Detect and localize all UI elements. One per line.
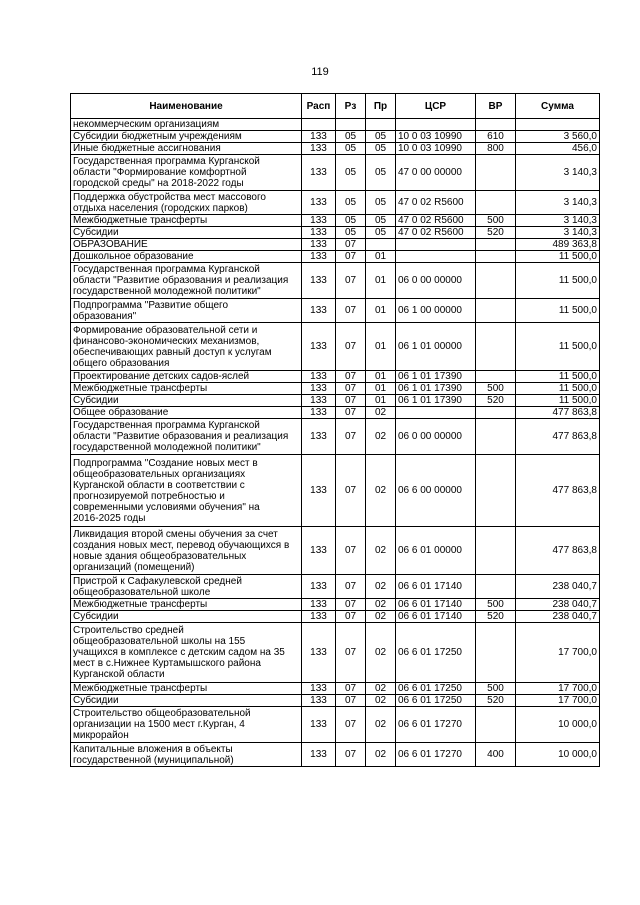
row-name: Строительство средней общеобразовательной школы на 155 учащихся в комплексе с детским садом на 35 мест в с.Нижнее Куртамышского района Курганской области <box>71 623 302 683</box>
row-sum: 238 040,7 <box>516 599 600 611</box>
row-name: Межбюджетные трансферты <box>71 215 302 227</box>
row-rasp: 133 <box>302 215 336 227</box>
row-csr: 06 6 01 17140 <box>396 575 476 599</box>
row-pr: 01 <box>366 323 396 371</box>
row-csr: 06 1 01 17390 <box>396 395 476 407</box>
row-vr <box>476 239 516 251</box>
row-name: Капитальные вложения в объекты государственной (муниципальной) <box>71 743 302 767</box>
row-rasp <box>302 119 336 131</box>
row-vr: 610 <box>476 131 516 143</box>
row-rasp: 133 <box>302 575 336 599</box>
table-row <box>71 215 600 227</box>
row-sum: 477 863,8 <box>516 455 600 527</box>
table-row <box>71 575 600 599</box>
row-pr: 02 <box>366 623 396 683</box>
row-rasp: 133 <box>302 695 336 707</box>
row-vr: 520 <box>476 395 516 407</box>
row-name: Межбюджетные трансферты <box>71 599 302 611</box>
row-rz: 07 <box>336 299 366 323</box>
header-sum: Сумма <box>516 94 600 119</box>
row-vr <box>476 419 516 455</box>
table-row <box>71 743 600 767</box>
row-pr: 02 <box>366 455 396 527</box>
row-rz: 07 <box>336 455 366 527</box>
row-sum: 477 863,8 <box>516 407 600 419</box>
row-csr: 06 6 01 17140 <box>396 611 476 623</box>
table-row <box>71 131 600 143</box>
row-rz: 05 <box>336 227 366 239</box>
row-csr <box>396 119 476 131</box>
table-row <box>71 683 600 695</box>
row-rz: 07 <box>336 395 366 407</box>
header-vr: ВР <box>476 94 516 119</box>
page-number: 119 <box>311 66 329 78</box>
row-sum: 11 500,0 <box>516 395 600 407</box>
row-csr: 06 6 01 17270 <box>396 707 476 743</box>
header-csr: ЦСР <box>396 94 476 119</box>
row-rasp: 133 <box>302 455 336 527</box>
row-name: ОБРАЗОВАНИЕ <box>71 239 302 251</box>
row-vr: 500 <box>476 599 516 611</box>
row-rz: 05 <box>336 155 366 191</box>
row-rasp: 133 <box>302 707 336 743</box>
row-rz: 07 <box>336 695 366 707</box>
row-name: Субсидии <box>71 227 302 239</box>
row-rasp: 133 <box>302 239 336 251</box>
row-rasp: 133 <box>302 407 336 419</box>
row-name: Субсидии <box>71 695 302 707</box>
table-row <box>71 143 600 155</box>
row-csr <box>396 251 476 263</box>
row-rz: 07 <box>336 527 366 575</box>
row-sum: 10 000,0 <box>516 707 600 743</box>
header-pr: Пр <box>366 94 396 119</box>
row-name: Иные бюджетные ассигнования <box>71 143 302 155</box>
row-sum: 3 560,0 <box>516 131 600 143</box>
row-csr: 06 6 01 17250 <box>396 695 476 707</box>
row-rz: 05 <box>336 191 366 215</box>
row-pr: 05 <box>366 155 396 191</box>
row-sum: 238 040,7 <box>516 575 600 599</box>
header-name: Наименование <box>71 94 302 119</box>
row-sum: 238 040,7 <box>516 611 600 623</box>
row-vr <box>476 299 516 323</box>
row-sum: 10 000,0 <box>516 743 600 767</box>
row-rz: 07 <box>336 323 366 371</box>
row-pr <box>366 239 396 251</box>
row-rz: 07 <box>336 263 366 299</box>
row-sum: 11 500,0 <box>516 323 600 371</box>
row-csr: 06 6 01 00000 <box>396 527 476 575</box>
row-sum: 11 500,0 <box>516 371 600 383</box>
row-name: Государственная программа Курганской области "Развитие образования и реализация государственной молодежной политики" <box>71 419 302 455</box>
row-sum: 17 700,0 <box>516 695 600 707</box>
row-sum: 3 140,3 <box>516 191 600 215</box>
row-rz: 07 <box>336 743 366 767</box>
row-vr <box>476 455 516 527</box>
row-rasp: 133 <box>302 623 336 683</box>
row-rz: 05 <box>336 215 366 227</box>
row-pr: 01 <box>366 251 396 263</box>
row-pr: 01 <box>366 299 396 323</box>
row-vr: 520 <box>476 227 516 239</box>
row-name: Строительство общеобразовательной организации на 1500 мест г.Курган, 4 микрорайон <box>71 707 302 743</box>
row-sum <box>516 119 600 131</box>
row-rasp: 133 <box>302 599 336 611</box>
row-csr: 10 0 03 10990 <box>396 143 476 155</box>
row-csr: 06 6 00 00000 <box>396 455 476 527</box>
row-pr: 02 <box>366 611 396 623</box>
row-rasp: 133 <box>302 683 336 695</box>
row-rasp: 133 <box>302 395 336 407</box>
row-sum: 11 500,0 <box>516 251 600 263</box>
row-pr: 05 <box>366 191 396 215</box>
row-rz: 07 <box>336 683 366 695</box>
table-row <box>71 155 600 191</box>
row-pr: 05 <box>366 143 396 155</box>
row-pr: 02 <box>366 695 396 707</box>
row-vr <box>476 407 516 419</box>
row-sum: 11 500,0 <box>516 299 600 323</box>
row-rz: 07 <box>336 407 366 419</box>
row-vr <box>476 251 516 263</box>
row-rasp: 133 <box>302 743 336 767</box>
row-rz: 05 <box>336 131 366 143</box>
table-row <box>71 599 600 611</box>
row-name: Поддержка обустройства мест массового отдыха населения (городских парков) <box>71 191 302 215</box>
row-rasp: 133 <box>302 191 336 215</box>
row-pr: 02 <box>366 575 396 599</box>
row-sum: 477 863,8 <box>516 419 600 455</box>
row-vr <box>476 119 516 131</box>
row-rasp: 133 <box>302 155 336 191</box>
table-row <box>71 119 600 131</box>
row-vr <box>476 707 516 743</box>
row-vr: 500 <box>476 215 516 227</box>
row-rasp: 133 <box>302 371 336 383</box>
row-csr: 06 6 01 17250 <box>396 623 476 683</box>
row-pr: 01 <box>366 395 396 407</box>
row-name: Субсидии <box>71 395 302 407</box>
row-rasp: 133 <box>302 251 336 263</box>
row-pr: 02 <box>366 743 396 767</box>
row-csr <box>396 407 476 419</box>
row-csr: 06 6 01 17250 <box>396 683 476 695</box>
row-vr <box>476 623 516 683</box>
row-rz: 07 <box>336 599 366 611</box>
table-row <box>71 323 600 371</box>
row-pr: 05 <box>366 227 396 239</box>
row-pr: 01 <box>366 263 396 299</box>
row-pr: 02 <box>366 707 396 743</box>
row-rz: 05 <box>336 143 366 155</box>
row-name: некоммерческим организациям <box>71 119 302 131</box>
row-rasp: 133 <box>302 143 336 155</box>
row-sum: 477 863,8 <box>516 527 600 575</box>
row-csr: 06 1 01 00000 <box>396 323 476 371</box>
row-pr: 01 <box>366 371 396 383</box>
row-vr <box>476 323 516 371</box>
row-name: Государственная программа Курганской области "Развитие образования и реализация государственной молодежной политики" <box>71 263 302 299</box>
row-name: Субсидии бюджетным учреждениям <box>71 131 302 143</box>
table-row <box>71 239 600 251</box>
table-row <box>71 419 600 455</box>
row-name: Ликвидация второй смены обучения за счет создания новых мест, перевод обучающихся в новые здания общеобразовательных организаций (помещений) <box>71 527 302 575</box>
row-pr: 02 <box>366 419 396 455</box>
row-sum: 11 500,0 <box>516 383 600 395</box>
row-rasp: 133 <box>302 611 336 623</box>
table-row <box>71 611 600 623</box>
row-sum: 17 700,0 <box>516 683 600 695</box>
row-vr: 500 <box>476 383 516 395</box>
row-sum: 456,0 <box>516 143 600 155</box>
header-rasp: Расп <box>302 94 336 119</box>
row-name: Субсидии <box>71 611 302 623</box>
row-rz: 07 <box>336 371 366 383</box>
table-row <box>71 299 600 323</box>
table-row <box>71 707 600 743</box>
row-rz: 07 <box>336 611 366 623</box>
row-name: Формирование образовательной сети и финансово-экономических механизмов, обеспечивающих равный доступ к услугам общего образования <box>71 323 302 371</box>
row-rasp: 133 <box>302 527 336 575</box>
row-rz: 07 <box>336 623 366 683</box>
row-name: Общее образование <box>71 407 302 419</box>
row-vr <box>476 263 516 299</box>
table-row <box>71 191 600 215</box>
row-csr: 06 0 00 00000 <box>396 419 476 455</box>
row-pr: 02 <box>366 599 396 611</box>
row-vr <box>476 155 516 191</box>
row-rasp: 133 <box>302 383 336 395</box>
row-name: Государственная программа Курганской области "Формирование комфортной городской среды" на 2018-2022 годы <box>71 155 302 191</box>
row-vr <box>476 191 516 215</box>
row-rasp: 133 <box>302 263 336 299</box>
row-vr: 520 <box>476 611 516 623</box>
row-csr: 47 0 00 00000 <box>396 155 476 191</box>
row-csr: 06 1 01 17390 <box>396 371 476 383</box>
row-name: Межбюджетные трансферты <box>71 683 302 695</box>
row-name: Подпрограмма "Создание новых мест в общеобразовательных организациях Курганской области в соответствии с прогнозируемой потребностью и современными условиями обучения" на 2016-2025 годы <box>71 455 302 527</box>
table-row <box>71 407 600 419</box>
row-rz: 07 <box>336 251 366 263</box>
row-name: Межбюджетные трансферты <box>71 383 302 395</box>
row-vr: 800 <box>476 143 516 155</box>
row-rasp: 133 <box>302 131 336 143</box>
row-csr: 47 0 02 R5600 <box>396 227 476 239</box>
row-vr <box>476 371 516 383</box>
row-pr: 01 <box>366 383 396 395</box>
table-row <box>71 251 600 263</box>
row-csr: 06 6 01 17270 <box>396 743 476 767</box>
table-row <box>71 383 600 395</box>
row-name: Дошкольное образование <box>71 251 302 263</box>
row-vr: 520 <box>476 695 516 707</box>
row-pr: 02 <box>366 407 396 419</box>
table-row <box>71 395 600 407</box>
row-rasp: 133 <box>302 227 336 239</box>
row-rz <box>336 119 366 131</box>
row-sum: 489 363,8 <box>516 239 600 251</box>
row-vr <box>476 527 516 575</box>
row-rasp: 133 <box>302 299 336 323</box>
row-sum: 3 140,3 <box>516 227 600 239</box>
row-rasp: 133 <box>302 323 336 371</box>
row-sum: 11 500,0 <box>516 263 600 299</box>
table-header-row <box>71 94 600 119</box>
row-pr: 02 <box>366 683 396 695</box>
row-name: Проектирование детских садов-яслей <box>71 371 302 383</box>
row-sum: 3 140,3 <box>516 155 600 191</box>
row-vr: 500 <box>476 683 516 695</box>
row-name: Пристрой к Сафакулевской средней общеобразовательной школе <box>71 575 302 599</box>
header-rz: Рз <box>336 94 366 119</box>
budget-table <box>70 93 600 767</box>
row-pr: 02 <box>366 527 396 575</box>
row-csr: 06 0 00 00000 <box>396 263 476 299</box>
row-csr: 10 0 03 10990 <box>396 131 476 143</box>
table-row <box>71 527 600 575</box>
row-name: Подпрограмма "Развитие общего образования" <box>71 299 302 323</box>
row-sum: 17 700,0 <box>516 623 600 683</box>
row-rz: 07 <box>336 575 366 599</box>
row-rasp: 133 <box>302 419 336 455</box>
row-csr: 47 0 02 R5600 <box>396 215 476 227</box>
table-row <box>71 263 600 299</box>
table-row <box>71 623 600 683</box>
row-csr: 06 1 00 00000 <box>396 299 476 323</box>
row-csr: 47 0 02 R5600 <box>396 191 476 215</box>
table-row <box>71 227 600 239</box>
row-vr: 400 <box>476 743 516 767</box>
row-rz: 07 <box>336 239 366 251</box>
row-vr <box>476 575 516 599</box>
row-pr: 05 <box>366 215 396 227</box>
table-row <box>71 371 600 383</box>
table-row <box>71 455 600 527</box>
row-pr <box>366 119 396 131</box>
table-row <box>71 695 600 707</box>
row-rz: 07 <box>336 707 366 743</box>
row-pr: 05 <box>366 131 396 143</box>
row-csr: 06 1 01 17390 <box>396 383 476 395</box>
row-csr: 06 6 01 17140 <box>396 599 476 611</box>
row-rz: 07 <box>336 383 366 395</box>
row-rz: 07 <box>336 419 366 455</box>
row-csr <box>396 239 476 251</box>
row-sum: 3 140,3 <box>516 215 600 227</box>
